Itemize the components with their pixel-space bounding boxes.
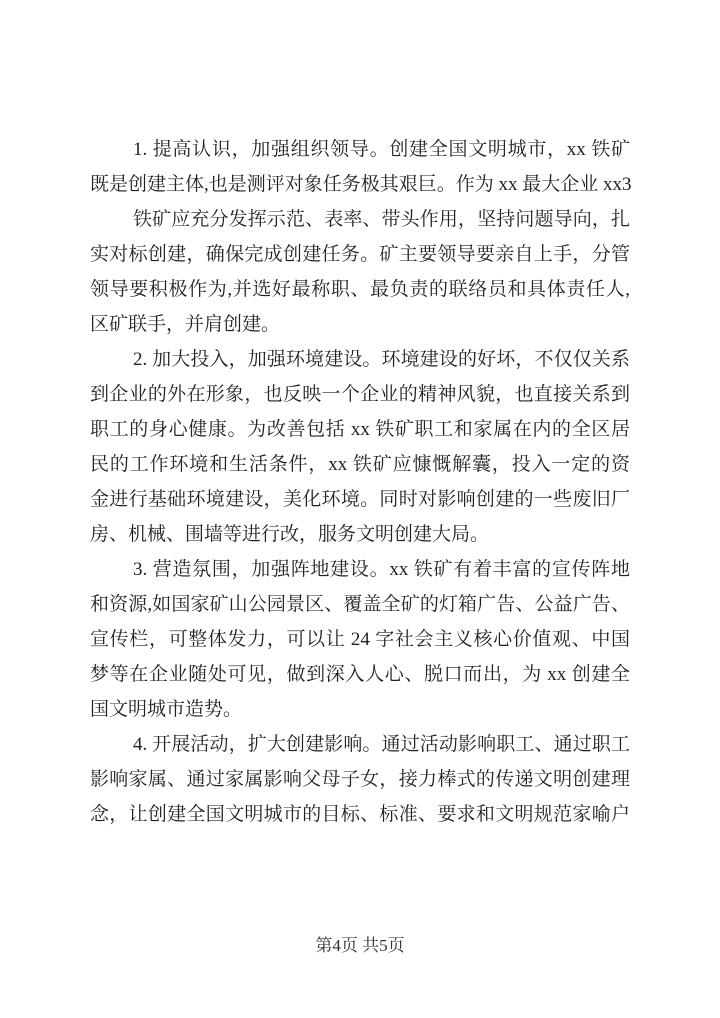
text-line: 实对标创建，确保完成创建任务。矿主要领导要亲自上手，分管 [90,244,630,265]
text-line: 2. 加大投入，加强环境建设。环境建设的好坏，不仅仅关系 [133,349,630,370]
text-line: 梦等在企业随处可见，做到深入人心、脱口而出，为 xx 创建全 [90,664,630,685]
text-line: 4. 开展活动，扩大创建影响。通过活动影响职工、通过职工 [133,734,630,755]
text-line: 到企业的外在形象，也反映一个企业的精神风貌，也直接关系到 [90,384,630,405]
text-line: 1. 提高认识，加强组织领导。创建全国文明城市，xx 铁矿 [133,139,630,160]
text-line: 3. 营造氛围，加强阵地建设。xx 铁矿有着丰富的宣传阵地 [133,559,630,580]
text-line: 铁矿应充分发挥示范、表率、带头作用，坚持问题导向，扎 [133,209,630,230]
page-footer [0,934,720,958]
document-body [90,132,630,832]
text-line: 影响家属、通过家属影响父母子女，接力棒式的传递文明创建理 [90,769,630,790]
text-line: 职工的身心健康。为改善包括 xx 铁矿职工和家属在内的全区居 [90,419,630,440]
text-line: 国文明城市造势。 [90,699,243,720]
text-line: 和资源,如国家矿山公园景区、覆盖全矿的灯箱广告、公益广告、 [90,594,630,615]
text-line: 民的工作环境和生活条件，xx 铁矿应慷慨解囊，投入一定的资 [90,454,630,475]
text-line: 既是创建主体,也是测评对象任务极其艰巨。作为 xx 最大企业 xx3 [90,174,632,195]
text-line: 金进行基础环境建设，美化环境。同时对影响创建的一些废旧厂 [90,489,630,510]
text-line: 区矿联手，并肩创建。 [90,314,281,335]
text-line: 念，让创建全国文明城市的目标、标准、要求和文明规范家喻户 [90,804,630,825]
text-line: 宣传栏，可整体发力，可以让 24 字社会主义核心价值观、中国 [90,629,630,650]
text-line: 房、机械、围墙等进行改，服务文明创建大局。 [90,524,490,545]
page-number-indicator: 第4页 共5页 [315,936,405,955]
text-line: 领导要积极作为,并选好最称职、最负责的联络员和具体责任人, [90,279,630,300]
